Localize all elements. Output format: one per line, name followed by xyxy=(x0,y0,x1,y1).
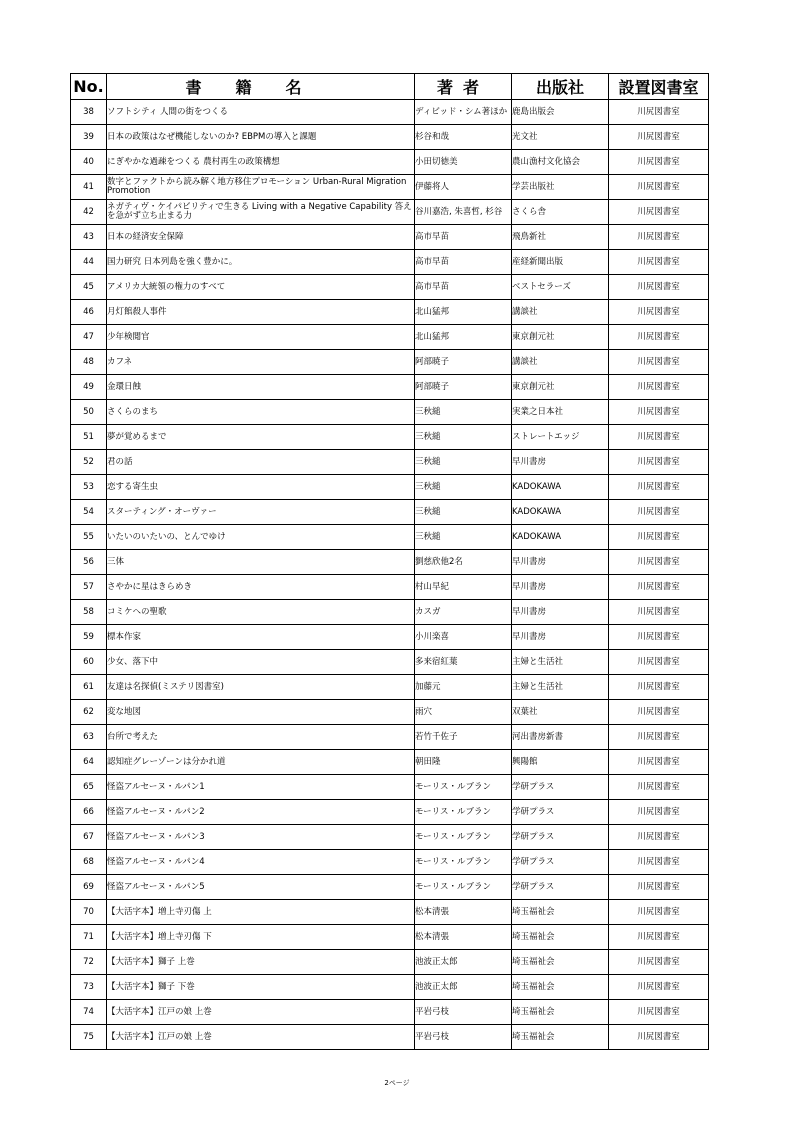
cell-publisher: 東京創元社 xyxy=(512,375,609,400)
cell-author: ディビッド・シム著ほか xyxy=(415,100,512,125)
cell-title: 日本の政策はなぜ機能しないのか? EBPMの導入と課題 xyxy=(107,125,415,150)
cell-title: 【大活字本】増上寺刃傷 下 xyxy=(107,925,415,950)
table-header-row xyxy=(71,74,709,100)
cell-library: 川尻図書室 xyxy=(609,450,709,475)
cell-title: 数字とファクトから読み解く地方移住プロモーション Urban-Rural Migration Promotion xyxy=(107,175,415,200)
cell-author: 三秋縋 xyxy=(415,450,512,475)
cell-no: 59 xyxy=(71,625,107,650)
cell-author: モーリス・ルブラン xyxy=(415,825,512,850)
cell-no: 72 xyxy=(71,950,107,975)
cell-author: モーリス・ルブラン xyxy=(415,775,512,800)
cell-library: 川尻図書室 xyxy=(609,775,709,800)
table-row xyxy=(71,200,709,225)
cell-title: ネガティヴ・ケイパビリティで生きる Living with a Negative Capability 答えを急がず立ち止まる力 xyxy=(107,200,415,225)
cell-library: 川尻図書室 xyxy=(609,400,709,425)
cell-author: 小川楽喜 xyxy=(415,625,512,650)
cell-title: 怪盗アルセーヌ・ルパン2 xyxy=(107,800,415,825)
table-row xyxy=(71,275,709,300)
cell-title: 【大活字本】獅子 上巻 xyxy=(107,950,415,975)
cell-author: 高市早苗 xyxy=(415,275,512,300)
table-row xyxy=(71,325,709,350)
cell-title: 君の話 xyxy=(107,450,415,475)
cell-title: 恋する寄生虫 xyxy=(107,475,415,500)
table-row xyxy=(71,675,709,700)
cell-no: 60 xyxy=(71,650,107,675)
cell-title: さやかに星はきらめき xyxy=(107,575,415,600)
cell-title: 【大活字本】江戸の娘 上巻 xyxy=(107,1000,415,1025)
cell-library: 川尻図書室 xyxy=(609,900,709,925)
cell-publisher: ストレートエッジ xyxy=(512,425,609,450)
header-no: No. xyxy=(71,74,107,100)
cell-publisher: さくら舎 xyxy=(512,200,609,225)
cell-no: 51 xyxy=(71,425,107,450)
header-library: 設置図書室 xyxy=(609,74,709,100)
cell-publisher: 農山漁村文化協会 xyxy=(512,150,609,175)
cell-no: 57 xyxy=(71,575,107,600)
cell-publisher: 東京創元社 xyxy=(512,325,609,350)
cell-library: 川尻図書室 xyxy=(609,800,709,825)
cell-publisher: 実業之日本社 xyxy=(512,400,609,425)
cell-no: 70 xyxy=(71,900,107,925)
cell-author: 北山猛邦 xyxy=(415,325,512,350)
cell-title: にぎやかな過疎をつくる 農村再生の政策構想 xyxy=(107,150,415,175)
cell-no: 66 xyxy=(71,800,107,825)
cell-library: 川尻図書室 xyxy=(609,950,709,975)
cell-author: 劉慈欣他2名 xyxy=(415,550,512,575)
cell-title: 金環日蝕 xyxy=(107,375,415,400)
table-row xyxy=(71,625,709,650)
table-row xyxy=(71,400,709,425)
cell-title: 【大活字本】獅子 下巻 xyxy=(107,975,415,1000)
cell-library: 川尻図書室 xyxy=(609,100,709,125)
table-row xyxy=(71,250,709,275)
cell-title: 月灯館殺人事件 xyxy=(107,300,415,325)
cell-title: 日本の経済安全保障 xyxy=(107,225,415,250)
cell-no: 55 xyxy=(71,525,107,550)
cell-library: 川尻図書室 xyxy=(609,725,709,750)
cell-library: 川尻図書室 xyxy=(609,600,709,625)
table-row xyxy=(71,600,709,625)
cell-publisher: 鹿島出版会 xyxy=(512,100,609,125)
cell-no: 53 xyxy=(71,475,107,500)
cell-no: 43 xyxy=(71,225,107,250)
cell-no: 68 xyxy=(71,850,107,875)
cell-library: 川尻図書室 xyxy=(609,925,709,950)
cell-publisher: 主婦と生活社 xyxy=(512,675,609,700)
cell-publisher: 光文社 xyxy=(512,125,609,150)
cell-no: 50 xyxy=(71,400,107,425)
cell-title: 標本作家 xyxy=(107,625,415,650)
cell-publisher: 学研プラス xyxy=(512,850,609,875)
cell-library: 川尻図書室 xyxy=(609,250,709,275)
table-row xyxy=(71,850,709,875)
cell-title: 【大活字本】江戸の娘 上巻 xyxy=(107,1025,415,1050)
cell-library: 川尻図書室 xyxy=(609,375,709,400)
cell-author: モーリス・ルブラン xyxy=(415,850,512,875)
table-row xyxy=(71,975,709,1000)
cell-publisher: 主婦と生活社 xyxy=(512,650,609,675)
book-list-table xyxy=(70,73,709,1050)
cell-publisher: 埼玉福祉会 xyxy=(512,950,609,975)
cell-publisher: 埼玉福祉会 xyxy=(512,1000,609,1025)
cell-publisher: 講談社 xyxy=(512,350,609,375)
cell-publisher: 飛鳥新社 xyxy=(512,225,609,250)
cell-author: 朝田隆 xyxy=(415,750,512,775)
cell-no: 52 xyxy=(71,450,107,475)
cell-title: 三体 xyxy=(107,550,415,575)
cell-no: 45 xyxy=(71,275,107,300)
table-row xyxy=(71,175,709,200)
cell-no: 71 xyxy=(71,925,107,950)
cell-publisher: KADOKAWA xyxy=(512,475,609,500)
cell-no: 42 xyxy=(71,200,107,225)
cell-library: 川尻図書室 xyxy=(609,200,709,225)
table-row xyxy=(71,350,709,375)
cell-library: 川尻図書室 xyxy=(609,150,709,175)
cell-publisher: 学研プラス xyxy=(512,800,609,825)
cell-author: 小田切徳美 xyxy=(415,150,512,175)
cell-title: 認知症グレーゾーンは分かれ道 xyxy=(107,750,415,775)
cell-publisher: 埼玉福祉会 xyxy=(512,900,609,925)
cell-author: カスガ xyxy=(415,600,512,625)
header-title: 書籍名 xyxy=(107,74,415,100)
cell-author: 松本清張 xyxy=(415,925,512,950)
cell-publisher: 双葉社 xyxy=(512,700,609,725)
cell-author: 谷川嘉浩, 朱喜哲, 杉谷 xyxy=(415,200,512,225)
cell-library: 川尻図書室 xyxy=(609,225,709,250)
cell-publisher: 早川書房 xyxy=(512,550,609,575)
cell-title: スターティング・オーヴァー xyxy=(107,500,415,525)
cell-no: 38 xyxy=(71,100,107,125)
cell-title: 怪盗アルセーヌ・ルパン5 xyxy=(107,875,415,900)
cell-publisher: 埼玉福祉会 xyxy=(512,975,609,1000)
cell-no: 56 xyxy=(71,550,107,575)
cell-author: 雨穴 xyxy=(415,700,512,725)
cell-library: 川尻図書室 xyxy=(609,750,709,775)
cell-author: 杉谷和哉 xyxy=(415,125,512,150)
cell-author: モーリス・ルブラン xyxy=(415,800,512,825)
cell-library: 川尻図書室 xyxy=(609,675,709,700)
cell-library: 川尻図書室 xyxy=(609,325,709,350)
cell-no: 44 xyxy=(71,250,107,275)
cell-author: 松本清張 xyxy=(415,900,512,925)
cell-publisher: KADOKAWA xyxy=(512,525,609,550)
cell-library: 川尻図書室 xyxy=(609,875,709,900)
cell-title: 夢が覚めるまで xyxy=(107,425,415,450)
table-row xyxy=(71,300,709,325)
cell-publisher: 早川書房 xyxy=(512,450,609,475)
cell-author: 三秋縋 xyxy=(415,425,512,450)
cell-no: 49 xyxy=(71,375,107,400)
cell-publisher: 学研プラス xyxy=(512,825,609,850)
cell-publisher: KADOKAWA xyxy=(512,500,609,525)
cell-author: 平岩弓枝 xyxy=(415,1000,512,1025)
table-row xyxy=(71,375,709,400)
cell-title: 怪盗アルセーヌ・ルパン4 xyxy=(107,850,415,875)
cell-no: 73 xyxy=(71,975,107,1000)
cell-publisher: ベストセラーズ xyxy=(512,275,609,300)
cell-library: 川尻図書室 xyxy=(609,475,709,500)
table-row xyxy=(71,700,709,725)
cell-title: 少女、落下中 xyxy=(107,650,415,675)
cell-no: 47 xyxy=(71,325,107,350)
table-row xyxy=(71,475,709,500)
cell-title: 怪盗アルセーヌ・ルパン1 xyxy=(107,775,415,800)
table-row xyxy=(71,825,709,850)
cell-author: 三秋縋 xyxy=(415,400,512,425)
cell-author: 阿部暁子 xyxy=(415,350,512,375)
cell-author: 三秋縋 xyxy=(415,500,512,525)
cell-no: 46 xyxy=(71,300,107,325)
cell-author: 多来宿紅葉 xyxy=(415,650,512,675)
header-publisher: 出版社 xyxy=(512,74,609,100)
cell-author: 池波正太郎 xyxy=(415,950,512,975)
cell-library: 川尻図書室 xyxy=(609,175,709,200)
cell-author: 加藤元 xyxy=(415,675,512,700)
table-row xyxy=(71,1000,709,1025)
cell-no: 74 xyxy=(71,1000,107,1025)
table-row xyxy=(71,500,709,525)
table-row xyxy=(71,1025,709,1050)
table-row xyxy=(71,150,709,175)
cell-author: 村山早紀 xyxy=(415,575,512,600)
table-row xyxy=(71,900,709,925)
cell-library: 川尻図書室 xyxy=(609,300,709,325)
cell-author: 三秋縋 xyxy=(415,475,512,500)
cell-library: 川尻図書室 xyxy=(609,850,709,875)
cell-library: 川尻図書室 xyxy=(609,625,709,650)
cell-library: 川尻図書室 xyxy=(609,525,709,550)
table-row xyxy=(71,100,709,125)
table-row xyxy=(71,650,709,675)
cell-author: 高市早苗 xyxy=(415,225,512,250)
table-row xyxy=(71,575,709,600)
cell-no: 67 xyxy=(71,825,107,850)
cell-title: 【大活字本】増上寺刃傷 上 xyxy=(107,900,415,925)
cell-library: 川尻図書室 xyxy=(609,825,709,850)
cell-no: 48 xyxy=(71,350,107,375)
cell-title: さくらのまち xyxy=(107,400,415,425)
cell-no: 40 xyxy=(71,150,107,175)
cell-publisher: 早川書房 xyxy=(512,625,609,650)
cell-title: いたいのいたいの、とんでゆけ xyxy=(107,525,415,550)
cell-publisher: 学研プラス xyxy=(512,875,609,900)
cell-author: モーリス・ルブラン xyxy=(415,875,512,900)
table-row xyxy=(71,775,709,800)
cell-author: 池波正太郎 xyxy=(415,975,512,1000)
cell-no: 63 xyxy=(71,725,107,750)
cell-library: 川尻図書室 xyxy=(609,125,709,150)
cell-no: 62 xyxy=(71,700,107,725)
cell-author: 若竹千佐子 xyxy=(415,725,512,750)
table-row xyxy=(71,950,709,975)
cell-no: 64 xyxy=(71,750,107,775)
table-row xyxy=(71,750,709,775)
cell-author: 平岩弓枝 xyxy=(415,1025,512,1050)
cell-publisher: 埼玉福祉会 xyxy=(512,1025,609,1050)
cell-title: 友達は名探偵(ミステリ図書室) xyxy=(107,675,415,700)
cell-no: 39 xyxy=(71,125,107,150)
cell-library: 川尻図書室 xyxy=(609,425,709,450)
cell-library: 川尻図書室 xyxy=(609,650,709,675)
table-row xyxy=(71,225,709,250)
cell-author: 阿部暁子 xyxy=(415,375,512,400)
cell-library: 川尻図書室 xyxy=(609,500,709,525)
cell-library: 川尻図書室 xyxy=(609,1025,709,1050)
cell-title: 台所で考えた xyxy=(107,725,415,750)
cell-title: カフネ xyxy=(107,350,415,375)
cell-author: 伊藤将人 xyxy=(415,175,512,200)
cell-no: 61 xyxy=(71,675,107,700)
cell-library: 川尻図書室 xyxy=(609,575,709,600)
cell-title: 変な地図 xyxy=(107,700,415,725)
table-body xyxy=(71,100,709,1050)
cell-publisher: 早川書房 xyxy=(512,575,609,600)
cell-title: ソフトシティ 人間の街をつくる xyxy=(107,100,415,125)
cell-title: アメリカ大統領の権力のすべて xyxy=(107,275,415,300)
cell-publisher: 早川書房 xyxy=(512,600,609,625)
table-row xyxy=(71,525,709,550)
cell-publisher: 産経新聞出版 xyxy=(512,250,609,275)
cell-library: 川尻図書室 xyxy=(609,1000,709,1025)
cell-no: 65 xyxy=(71,775,107,800)
table-row xyxy=(71,425,709,450)
cell-publisher: 学芸出版社 xyxy=(512,175,609,200)
cell-library: 川尻図書室 xyxy=(609,350,709,375)
cell-title: 国力研究 日本列島を強く豊かに。 xyxy=(107,250,415,275)
cell-library: 川尻図書室 xyxy=(609,275,709,300)
cell-publisher: 学研プラス xyxy=(512,775,609,800)
cell-no: 41 xyxy=(71,175,107,200)
cell-no: 69 xyxy=(71,875,107,900)
table-row xyxy=(71,800,709,825)
cell-title: コミケへの聖歌 xyxy=(107,600,415,625)
cell-no: 58 xyxy=(71,600,107,625)
table-row xyxy=(71,725,709,750)
cell-author: 北山猛邦 xyxy=(415,300,512,325)
cell-publisher: 河出書房新書 xyxy=(512,725,609,750)
header-author: 著者 xyxy=(415,74,512,100)
cell-publisher: 埼玉福祉会 xyxy=(512,925,609,950)
cell-library: 川尻図書室 xyxy=(609,550,709,575)
table-row xyxy=(71,925,709,950)
cell-library: 川尻図書室 xyxy=(609,700,709,725)
cell-author: 高市早苗 xyxy=(415,250,512,275)
cell-publisher: 興陽館 xyxy=(512,750,609,775)
cell-publisher: 講談社 xyxy=(512,300,609,325)
cell-title: 少年検閲官 xyxy=(107,325,415,350)
table-row xyxy=(71,450,709,475)
cell-title: 怪盗アルセーヌ・ルパン3 xyxy=(107,825,415,850)
cell-no: 54 xyxy=(71,500,107,525)
page-number: 2ページ xyxy=(384,1079,410,1087)
cell-library: 川尻図書室 xyxy=(609,975,709,1000)
cell-no: 75 xyxy=(71,1025,107,1050)
cell-author: 三秋縋 xyxy=(415,525,512,550)
table-row xyxy=(71,550,709,575)
table-row xyxy=(71,125,709,150)
table-row xyxy=(71,875,709,900)
